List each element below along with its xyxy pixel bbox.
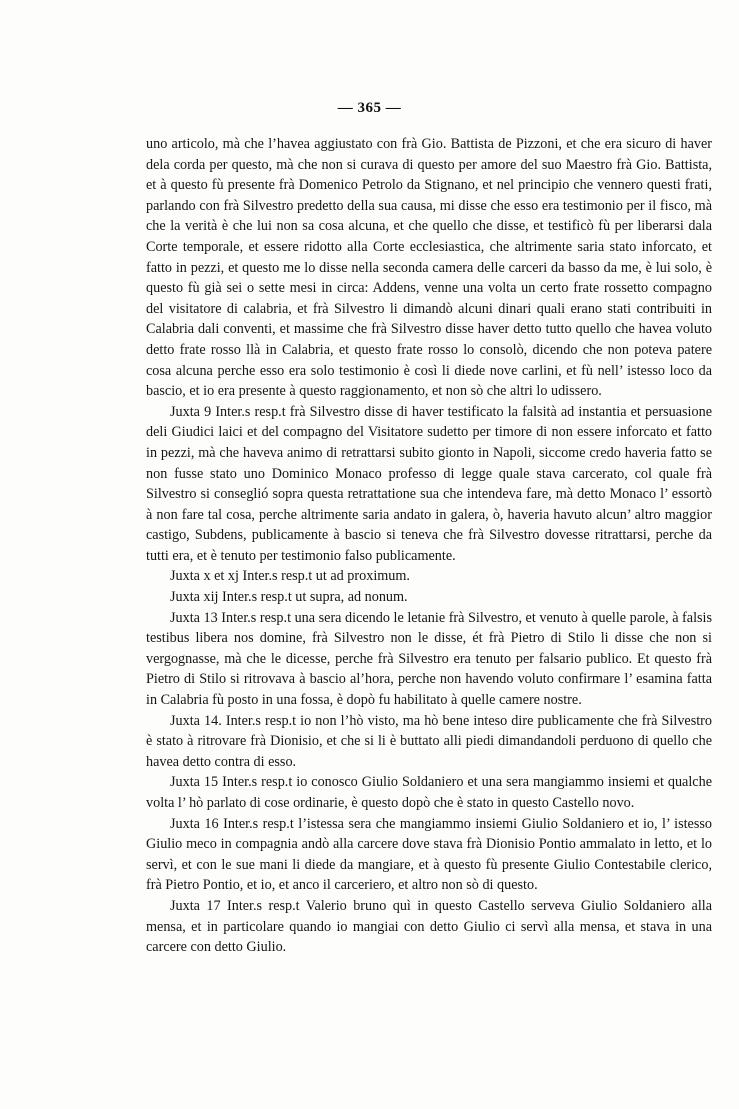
paragraph-juxta-14: Juxta 14. Inter.s resp.t io non l’hò visto, ma hò bene inteso dire publicamente che frà Silvestro è stato à ritrovare frà Dionisio, et che si li è buttato alli piedi dimandandoli perduono di quello che havea detto contra di esso.	[146, 712, 712, 770]
paragraph-continuation: uno articolo, mà che l’havea aggiustato con frà Gio. Battista de Pizzoni, et che era sicuro di haver dela corda per questo, mà che non si curava di questo per amore del suo Maestro frà Gio. Battista, et à questo fù presente frà Domenico Petrolo da Stignano, et nel principio che vennero questi frati, parlando con frà Silvestro predetto della sua causa, mi disse che esso era testimonio per il fisco, mà che la verità è che lui non sa cosa alcuna, et che quello che disse, et testificò fù per liberarsi dala Corte temporale, et essere ridotto alla Corte ecclesiastica, che altrimente saria stato inforcato, et fatto in pezzi, et questo me lo disse nella seconda camera delle carceri da basso da me, è lui solo, è questo fù già sei o sette mesi in circa: Addens, venne una volta un certo frate rossetto compagno del visitatore di calabria, et frà Silvestro li dimandò alcuni dinari quali erano stati contribuiti in Calabria dali conventi, et massime che frà Silvestro disse haver detto tutto quello che havea voluto detto frate rosso llà in Calabria, et questo frate rosso lo consolò, dicendo che non poteva patere cosa alcuna perche esso era solo testimonio è così li diede nove carlini, et fù nell’ istesso loco da bascio, et io era presente à questo raggionamento, et non sò che altri lo udissero.	[146, 136, 712, 400]
page-number: — 365 —	[337, 100, 402, 116]
paragraph-juxta-12: Juxta xij Inter.s resp.t ut supra, ad nonum.	[170, 589, 408, 606]
body-text	[146, 134, 712, 958]
paragraph-juxta-15: Juxta 15 Inter.s resp.t io conosco Giulio Soldaniero et una sera mangiammo insiemi et qualche volta l’ hò parlato di cose ordinarie, è questo dopò che è stato in questo Castello novo.	[146, 774, 712, 811]
paragraph-juxta-10-11: Juxta x et xj Inter.s resp.t ut ad proximum.	[170, 568, 410, 585]
paragraph-juxta-17: Juxta 17 Inter.s resp.t Valerio bruno quì in questo Castello serveva Giulio Soldaniero alla mensa, et in particolare quando io mangiai con detto Giulio ci servì alla mensa, et stava in una carcere con detto Giulio.	[146, 897, 712, 956]
paragraph-juxta-16: Juxta 16 Inter.s resp.t l’istessa sera che mangiammo insiemi Giulio Soldaniero et io, l’ istesso Giulio meco in compagnia andò alla carcere dove stava frà Dionisio Pontio ammalato in letto, et lo servì, et con le sue mani li diede da mangiare, et à questo fù presente Giulio Contestabile clerico, frà Pietro Pontio, et io, et anco il carceriero, et altro non sò di questo.	[146, 815, 712, 894]
paragraph-juxta-9: Juxta 9 Inter.s resp.t frà Silvestro disse di haver testificato la falsità ad instantia et persuasione deli Giudici laici et del compagno del Visitatore sudetto per timore di non essere inforcato et fatto in pezzi, mà che haveva animo di retrattarsi subito gionto in Napoli, siccome credo haveria fatto se non fusse stato uno Dominico Monaco professo di legge quale stava carcerato, col quale frà Silvestro si conseglió sopra questa retrattatione sua che intendeva fare, mà detto Monaco l’ essortò à non fare tal cosa, perche altrimente saria andato in galera, ò, haveria havuto alcun’ altro maggior castigo, Subdens, publicamente à bascio si teneva che frà Silvestro dovesse ritrattarsi, perche da tutti era, et è tenuto per testimonio falso publicamente.	[146, 403, 712, 564]
paragraph-juxta-13: Juxta 13 Inter.s resp.t una sera dicendo le letanie frà Silvestro, et venuto à quelle parole, à falsis testibus libera nos domine, frà Silvestro non le disse, ét frà Pietro di Stilo li disse che non si vergognasse, mà che le dicesse, perche frà Silvestro era tenuto per falsario publico. Et questo frà Pietro di Stilo si ritrovava à bascio al’hora, perche non havendo voluto confirmare l’ esamina fatta in Calabria fù posto in una fossa, è dopò fu habilitato à quelle camere nostre.	[146, 609, 712, 709]
